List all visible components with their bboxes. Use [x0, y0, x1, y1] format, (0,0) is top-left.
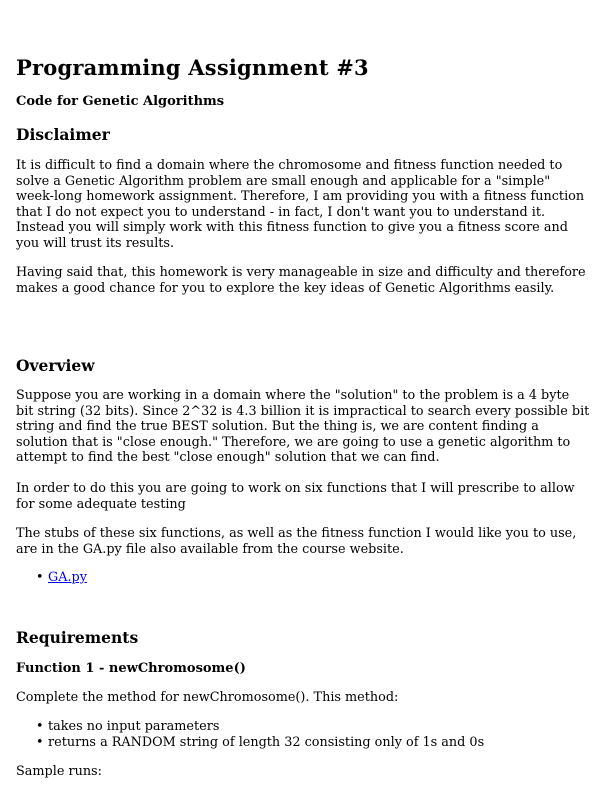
- sample-runs-label: Sample runs:: [16, 764, 102, 779]
- requirements-heading: Requirements: [16, 628, 139, 647]
- disclaimer-paragraph-1: It is difficult to find a domain where the chromosome and fitness function needed to solve a Genetic Algorithm problem are small enough and applicable for a "simple" week-long homework assignment. Therefore, I am providing you with a fitness function that I do not expect you to understand - in fact, I don't want you to understand it. Instead you will simply work with this fitness function to give you a fitness score and you will trust its results.: [16, 158, 585, 251]
- ga-py-link[interactable]: GA.py: [48, 570, 87, 585]
- overview-paragraph-3: The stubs of these six functions, as well as the fitness function I would like you to use, are in the GA.py file also available from the course website.: [16, 526, 577, 557]
- page-title: Programming Assignment #3: [16, 55, 369, 80]
- function-1-heading: Function 1 - newChromosome(): [16, 661, 246, 676]
- list-item: • returns a RANDOM string of length 32 consisting only of 1s and 0s: [36, 735, 484, 751]
- disclaimer-paragraph-2: Having said that, this homework is very manageable in size and difficulty and therefore makes a good chance for you to explore the key ideas of Genetic Algorithms easily.: [16, 265, 586, 296]
- function-1-intro: Complete the method for newChromosome(). This method:: [16, 690, 399, 705]
- function-1-bullets: [36, 719, 484, 750]
- page-subtitle: Code for Genetic Algorithms: [16, 94, 225, 109]
- overview-paragraph-1: Suppose you are working in a domain where the "solution" to the problem is a 4 byte bit string (32 bits). Since 2^32 is 4.3 billion it is impractical to search every possible bit string and find the true BEST solution. But the thing is, we are content finding a solution that is "close enough." Therefore, we are going to use a genetic algorithm to attempt to find the best "close enough" solution that we can find.: [16, 388, 590, 466]
- list-item: • takes no input parameters: [36, 719, 484, 735]
- overview-paragraph-2: In order to do this you are going to work on six functions that I will prescribe to allow for some adequate testing: [16, 481, 575, 512]
- list-item: [36, 570, 87, 586]
- overview-heading: Overview: [16, 356, 95, 375]
- overview-link-list: [36, 570, 87, 586]
- disclaimer-heading: Disclaimer: [16, 125, 110, 144]
